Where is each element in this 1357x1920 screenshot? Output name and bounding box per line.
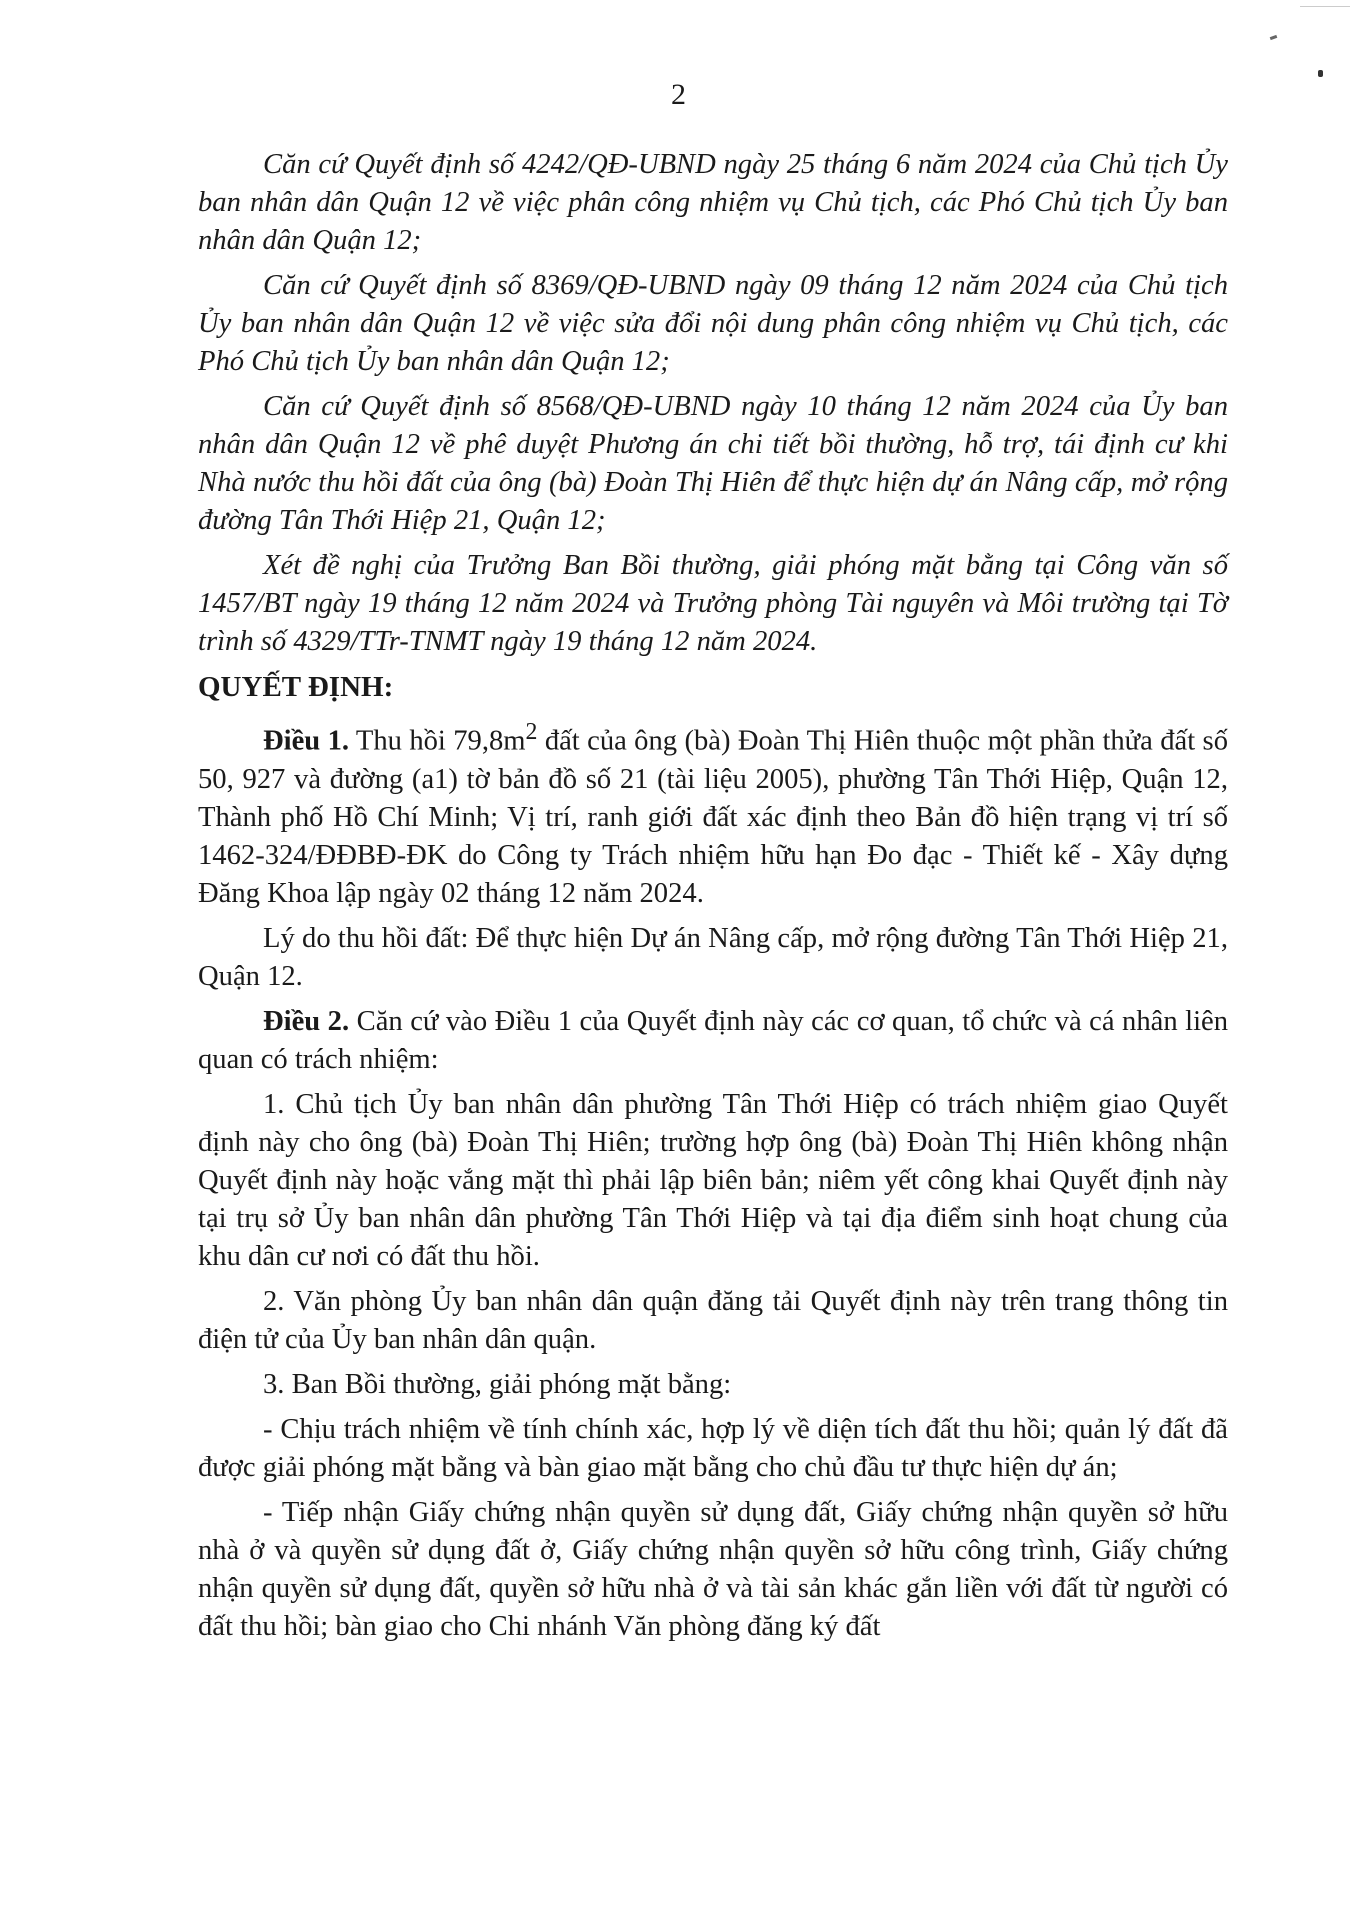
article-2-item: 2. Văn phòng Ủy ban nhân dân quận đăng tải Quyết định này trên trang thông tin điện tử của Ủy ban nhân dân quận.: [198, 1285, 1228, 1355]
article-2-item: 1. Chủ tịch Ủy ban nhân dân phường Tân Thới Hiệp có trách nhiệm giao Quyết định này cho ông (bà) Đoàn Thị Hiên; trường hợp ông (bà) Đoàn Thị Hiên không nhận Quyết định này hoặc vắng mặt thì phải lập biên bản; niêm yết công khai Quyết định này tại trụ sở Ủy ban nhân dân phường Tân Thới Hiệp và tại địa điểm sinh hoạt chung của khu dân cư nơi có đất thu hồi.: [198, 1088, 1228, 1272]
article-1-label: Điều 1.: [263, 725, 350, 757]
scan-artifact-dot: [1318, 70, 1323, 77]
preamble-paragraph: Xét đề nghị của Trưởng Ban Bồi thường, giải phóng mặt bằng tại Công văn số 1457/BT ngày 19 tháng 12 năm 2024 và Trưởng phòng Tài nguyên và Môi trường tại Tờ trình số 4329/TTr-TNMT ngày 19 tháng 12 năm 2024.: [198, 550, 1228, 657]
article-2-item: - Tiếp nhận Giấy chứng nhận quyền sử dụng đất, Giấy chứng nhận quyền sở hữu nhà ở và quyền sử dụng đất ở, Giấy chứng nhận quyền sở hữu công trình, Giấy chứng nhận quyền sử dụng đất, quyền sở hữu nhà ở và tài sản khác gắn liền với đất từ người có đất thu hồi; bàn giao cho Chi nhánh Văn phòng đăng ký đất: [198, 1496, 1228, 1642]
preamble-paragraph: Căn cứ Quyết định số 8369/QĐ-UBND ngày 09 tháng 12 năm 2024 của Chủ tịch Ủy ban nhân dân Quận 12 về việc sửa đổi nội dung phân công nhiệm vụ Chủ tịch, các Phó Chủ tịch Ủy ban nhân dân Quận 12;: [198, 270, 1228, 377]
article-1-reason: Lý do thu hồi đất: Để thực hiện Dự án Nâng cấp, mở rộng đường Tân Thới Hiệp 21, Quận 12.: [198, 922, 1228, 992]
article-2-label: Điều 2.: [263, 1005, 350, 1037]
article-1: [198, 713, 1228, 913]
document-body: [198, 146, 1228, 1653]
preamble-paragraph: Căn cứ Quyết định số 4242/QĐ-UBND ngày 25 tháng 6 năm 2024 của Chủ tịch Ủy ban nhân dân Quận 12 về việc phân công nhiệm vụ Chủ tịch, các Phó Chủ tịch Ủy ban nhân dân Quận 12;: [198, 149, 1228, 256]
article-2-intro: Căn cứ vào Điều 1 của Quyết định này các cơ quan, tổ chức và cá nhân liên quan có trách nhiệm:: [198, 1005, 1228, 1075]
article-1-text-a: Thu hồi 79,8m: [349, 725, 526, 757]
article-2-item: 3. Ban Bồi thường, giải phóng mặt bằng:: [263, 1368, 732, 1400]
article-1-superscript: 2: [525, 719, 538, 745]
preamble-paragraph: Căn cứ Quyết định số 8568/QĐ-UBND ngày 10 tháng 12 năm 2024 của Ủy ban nhân dân Quận 12 về phê duyệt Phương án chi tiết bồi thường, hỗ trợ, tái định cư khi Nhà nước thu hồi đất của ông (bà) Đoàn Thị Hiên để thực hiện dự án Nâng cấp, mở rộng đường Tân Thới Hiệp 21, Quận 12;: [198, 391, 1228, 536]
article-2: [198, 1003, 1228, 1079]
article-1-text-b: đất của ông (bà) Đoàn Thị Hiên thuộc một phần thửa đất số 50, 927 và đường (a1) tờ bản đồ số 21 (tài liệu 2005), phường Tân Thới Hiệp, Quận 12, Thành phố Hồ Chí Minh; Vị trí, ranh giới đất xác định theo Bản đồ hiện trạng vị trí số 1462-324/ĐĐBĐ-ĐK do Công ty Trách nhiệm hữu hạn Đo đạc - Thiết kế - Xây dựng Đăng Khoa lập ngày 02 tháng 12 năm 2024.: [198, 725, 1228, 909]
article-2-item: - Chịu trách nhiệm về tính chính xác, hợp lý về diện tích đất thu hồi; quản lý đất đã được giải phóng mặt bằng và bàn giao mặt bằng cho chủ đầu tư thực hiện dự án;: [198, 1413, 1228, 1483]
page-number: 2: [671, 78, 686, 111]
decision-heading: QUYẾT ĐỊNH:: [198, 671, 394, 703]
scan-artifact-line: [1300, 6, 1350, 7]
scan-artifact-mark: [1270, 35, 1278, 40]
